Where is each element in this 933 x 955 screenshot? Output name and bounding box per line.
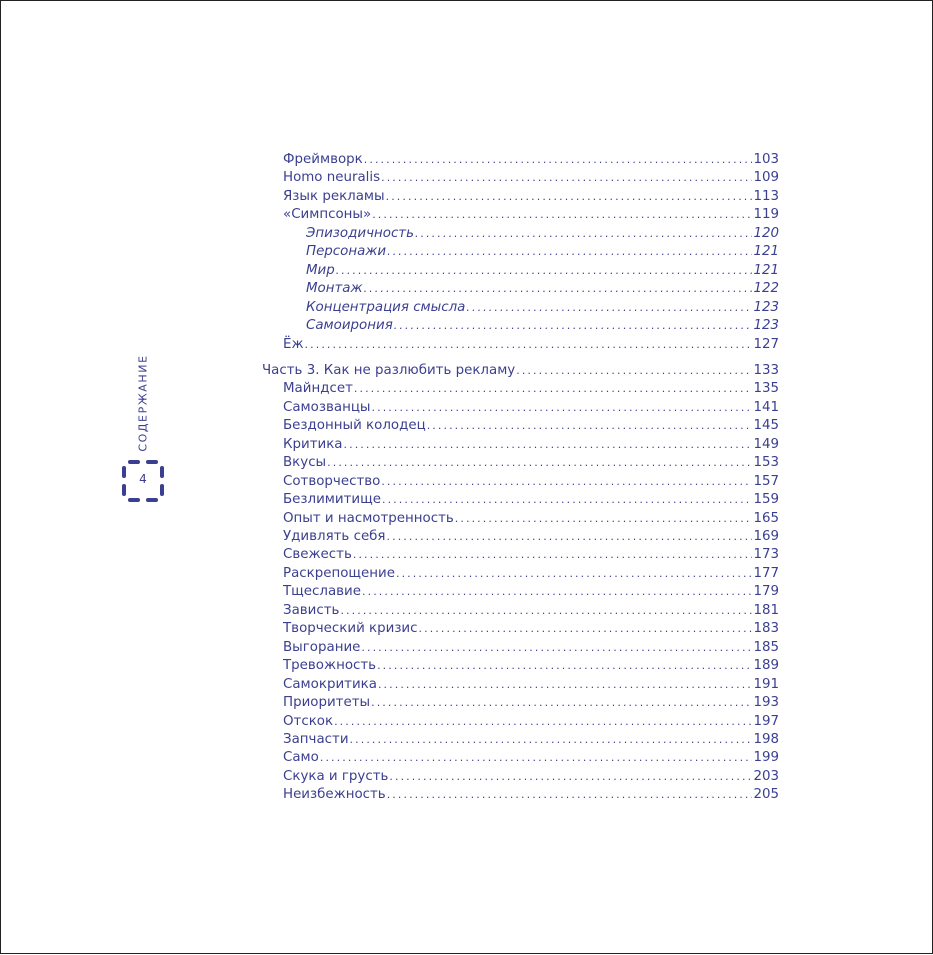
toc-entry-page: 179 <box>753 584 779 600</box>
dot-leader <box>386 188 753 206</box>
toc-entry-page: 189 <box>753 658 779 674</box>
toc-entry[interactable] <box>283 768 779 786</box>
toc-entry-page: 181 <box>753 602 779 618</box>
dot-leader <box>362 583 752 601</box>
dot-leader <box>381 169 752 187</box>
toc-subentry[interactable] <box>306 225 779 243</box>
toc-entry[interactable] <box>283 510 779 528</box>
toc-entry[interactable] <box>283 639 779 657</box>
toc-entry-title: Запчасти <box>283 731 349 747</box>
dot-leader <box>354 380 753 398</box>
toc-entry-title: Скука и грусть <box>283 768 389 784</box>
toc-entry[interactable] <box>283 676 779 694</box>
dot-leader <box>466 299 752 317</box>
toc-entry[interactable] <box>283 151 779 169</box>
dot-leader <box>364 151 753 169</box>
dot-leader <box>389 768 752 786</box>
toc-entry-page: 133 <box>753 362 779 378</box>
toc-entry-title: Самоирония <box>306 318 393 334</box>
toc-entry-title: Сотворчество <box>283 473 381 489</box>
toc-entry-page: 135 <box>753 381 779 397</box>
dot-leader <box>361 639 752 657</box>
toc-entry-title: Монтаж <box>306 281 363 297</box>
dot-leader <box>415 225 752 243</box>
toc-entry-page: 177 <box>753 565 779 581</box>
dot-leader <box>305 336 753 354</box>
dot-leader <box>516 362 752 380</box>
dot-leader <box>320 749 753 767</box>
toc-entry-page: 127 <box>753 336 779 352</box>
toc-entry-title: Выгорание <box>283 639 361 655</box>
dot-leader <box>350 731 753 749</box>
toc-entry-page: 197 <box>753 713 779 729</box>
dot-leader <box>381 473 752 491</box>
toc-entry-page: 109 <box>753 170 779 186</box>
toc-entry-title: Тревожность <box>283 658 377 674</box>
toc-entry[interactable] <box>283 169 779 187</box>
toc-entry[interactable] <box>283 620 779 638</box>
toc-entry-page: 203 <box>753 768 779 784</box>
toc-entry-page: 205 <box>753 787 779 803</box>
toc-entry-page: 123 <box>753 318 779 334</box>
dot-leader <box>344 436 753 454</box>
toc-entry-page: 121 <box>753 244 779 260</box>
dot-leader <box>372 399 753 417</box>
toc-entry[interactable] <box>283 565 779 583</box>
toc-entry[interactable] <box>283 602 779 620</box>
toc-entry-title: Эпизодичность <box>306 225 414 241</box>
toc-entry-title: Само <box>283 750 319 766</box>
toc-entry-title: Тщеславие <box>283 584 361 600</box>
toc-subentry[interactable] <box>306 299 779 317</box>
toc-entry-page: 157 <box>753 473 779 489</box>
toc-entry[interactable] <box>283 657 779 675</box>
toc-entry-title: Безлимитище <box>283 492 381 508</box>
toc-entry-page: 159 <box>753 492 779 508</box>
table-of-contents <box>1 1 933 955</box>
toc-entry-page: 103 <box>753 152 779 167</box>
toc-entry-title: Удивлять себя <box>283 529 386 544</box>
toc-entry[interactable] <box>283 336 779 354</box>
toc-entry-page: 122 <box>753 281 779 297</box>
dot-leader <box>340 602 752 620</box>
dot-leader <box>378 676 753 694</box>
toc-entry-title: Персонажи <box>306 244 387 260</box>
toc-entry-page: 198 <box>753 731 779 747</box>
dot-leader <box>387 243 752 261</box>
toc-entry-page: 199 <box>753 750 779 766</box>
toc-entry[interactable] <box>283 399 779 417</box>
toc-entry-title: Отскок <box>283 713 334 729</box>
dot-leader <box>377 657 752 675</box>
toc-entry-title: Фреймворк <box>283 152 363 167</box>
toc-entry-page: 120 <box>753 225 779 241</box>
toc-entry[interactable] <box>283 731 779 749</box>
toc-entry-page: 153 <box>753 455 779 471</box>
toc-entry-page: 169 <box>753 529 779 544</box>
toc-entry-page: 121 <box>753 262 779 278</box>
toc-subentry[interactable] <box>306 317 779 335</box>
dot-leader <box>427 417 753 435</box>
toc-entry-title: Часть 3. Как не разлюбить рекламу <box>262 362 516 378</box>
dot-leader <box>396 565 752 583</box>
dot-leader <box>334 713 752 731</box>
toc-subentry[interactable] <box>306 280 779 298</box>
toc-entry[interactable] <box>283 528 779 546</box>
toc-entry-title: Homo neuralis <box>283 170 381 186</box>
toc-entry[interactable] <box>283 417 779 435</box>
toc-entry-title: «Симпсоны» <box>283 207 372 223</box>
toc-entry-title: Свежесть <box>283 547 352 563</box>
toc-entry[interactable] <box>283 436 779 454</box>
toc-entry-page: 193 <box>753 695 779 711</box>
page-number: 4 <box>139 472 147 486</box>
dot-leader <box>336 262 753 280</box>
toc-entry[interactable] <box>283 786 779 804</box>
section-label-text: СОДЕРЖАНИЕ <box>136 354 150 452</box>
dot-leader <box>387 786 753 804</box>
toc-subentry[interactable] <box>306 262 779 280</box>
dot-leader <box>387 528 753 546</box>
toc-entry-title: Майндсет <box>283 381 353 397</box>
dot-leader <box>394 317 753 335</box>
toc-entry-title: Критика <box>283 436 343 452</box>
dot-leader <box>364 280 753 298</box>
dot-leader <box>372 206 752 224</box>
toc-entry-title: Раскрепощение <box>283 565 395 581</box>
toc-entry-title: Концентрация смысла <box>306 299 466 315</box>
toc-entry[interactable] <box>283 454 779 472</box>
dot-leader <box>382 491 752 509</box>
toc-entry-title: Самозванцы <box>283 399 371 415</box>
toc-entry[interactable] <box>283 546 779 564</box>
toc-entry[interactable] <box>283 583 779 601</box>
toc-entry-page: 141 <box>753 399 779 415</box>
toc-entry[interactable] <box>283 694 779 712</box>
toc-entry-page: 173 <box>753 547 779 563</box>
toc-entry-page: 119 <box>753 207 779 223</box>
toc-entry-page: 191 <box>753 676 779 692</box>
toc-entry[interactable] <box>283 491 779 509</box>
toc-entry-page: 149 <box>753 436 779 452</box>
toc-entry-title: Приоритеты <box>283 695 371 711</box>
dot-leader <box>327 454 752 472</box>
toc-entry-title: Ёж <box>283 336 304 352</box>
dot-leader <box>419 620 753 638</box>
toc-entry-page: 113 <box>753 188 779 204</box>
toc-entry-page: 145 <box>753 418 779 434</box>
toc-entry-title: Бездонный колодец <box>283 418 426 434</box>
dot-leader <box>455 510 753 528</box>
toc-part-heading[interactable] <box>262 362 779 380</box>
toc-entry-page: 185 <box>753 639 779 655</box>
toc-entry-title: Опыт и насмотренность <box>283 510 454 526</box>
toc-entry[interactable] <box>283 188 779 206</box>
toc-entry[interactable] <box>283 749 779 767</box>
toc-entry-title: Неизбежность <box>283 787 386 803</box>
dot-leader <box>353 546 753 564</box>
toc-entry-page: 183 <box>753 621 779 637</box>
toc-entry-title: Творческий кризис <box>283 621 418 637</box>
toc-entry[interactable] <box>283 473 779 491</box>
toc-subentry[interactable] <box>306 243 779 261</box>
toc-entry-page: 123 <box>753 299 779 315</box>
toc-entry[interactable] <box>283 380 779 398</box>
toc-entry[interactable] <box>283 713 779 731</box>
toc-entry-title: Вкусы <box>283 455 327 471</box>
toc-entry-page: 165 <box>753 510 779 526</box>
toc-entry[interactable] <box>283 206 779 224</box>
toc-entry-title: Язык рекламы <box>283 188 385 204</box>
toc-entry-title: Зависть <box>283 602 340 618</box>
dot-leader <box>371 694 752 712</box>
toc-entry-title: Мир <box>306 262 335 278</box>
toc-entry-title: Самокритика <box>283 676 377 692</box>
